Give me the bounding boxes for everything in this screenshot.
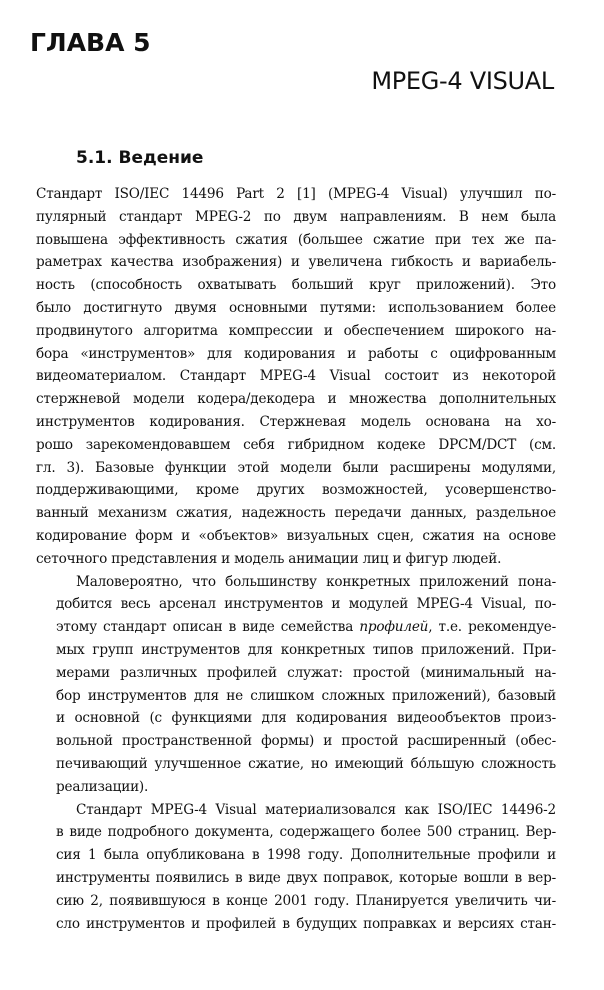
chapter-label: ГЛАВА 5 <box>30 28 151 57</box>
paragraph-2 <box>36 571 556 799</box>
text-line: сия 1 была опубликована в 1998 году. Дополнительные профили и <box>56 847 556 864</box>
text-line: и основной (с функциями для кодирования видеообъектов произ- <box>56 710 556 727</box>
text-line: сию 2, появившуюся в конце 2001 году. Планируется увеличить чи- <box>56 892 556 909</box>
text-line: инструментов кодирования. Стержневая модель основана на хо- <box>36 413 556 430</box>
text-line: бора «инструментов» для кодирования и работы с оцифрованным <box>36 345 556 362</box>
text-line: поддерживающими, кроме других возможностей, усовершенство- <box>36 482 556 499</box>
text-line: мерами различных профилей служат: простой (минимальный на- <box>56 664 556 681</box>
text-line: реализации). <box>56 778 149 795</box>
text-line: раметрах качества изображения) и увеличена гибкость и вариабель- <box>36 254 556 271</box>
text-line: добится весь арсенал инструментов и модулей MPEG-4 Visual, по- <box>56 596 556 613</box>
text-line: сло инструментов и профилей в будущих поправках и версиях стан- <box>56 915 556 932</box>
text-line: было достигнуто двумя основными путями: использованием более <box>36 299 556 316</box>
text-line: продвинутого алгоритма компрессии и обеспечением широкого на- <box>36 322 556 339</box>
body-text <box>36 183 556 935</box>
text-line: повышена эффективность сжатия (большее сжатие при тех же па- <box>36 231 556 248</box>
text-line: гл. 3). Базовые функции этой модели были расширены модулями, <box>36 459 556 476</box>
text-line: инструменты появились в виде двух поправок, которые вошли в вер- <box>56 869 556 886</box>
text-line: Маловероятно, что большинству конкретных приложений пона- <box>76 573 556 590</box>
text-line: рошо зарекомендовавшем себя гибридном кодеке DPCM/DCT (см. <box>36 436 556 453</box>
text-line: кодирование форм и «объектов» визуальных сцен, сжатия на основе <box>36 527 556 544</box>
text-line: ванный механизм сжатия, надежность передачи данных, раздельное <box>36 505 556 522</box>
text-line: Стандарт MPEG-4 Visual материализовался как ISO/IEC 14496-2 <box>76 801 556 818</box>
text-line: Стандарт ISO/IEC 14496 Part 2 [1] (MPEG-4 Visual) улучшил по- <box>36 186 556 202</box>
text-line: стержневой модели кодера/декодера и множества дополнительных <box>36 391 556 408</box>
text-line: бор инструментов для не слишком сложных приложений), базовый <box>56 687 556 704</box>
text-line: видеоматериалом. Стандарт MPEG-4 Visual состоит из некоторой <box>36 368 556 385</box>
text-line: пулярный стандарт MPEG-2 по двум направлениям. В нем была <box>36 208 556 225</box>
text-line: ность (способность охватывать больший круг приложений). Это <box>36 277 556 294</box>
text-line: в виде подробного документа, содержащего более 500 страниц. Вер- <box>56 824 556 841</box>
text-line: вольной пространственной формы) и простой расширенный (обес- <box>56 733 556 750</box>
emphasized-term: профилей <box>359 619 429 636</box>
paragraph-3 <box>36 799 556 936</box>
chapter-title: MPEG-4 VISUAL <box>371 67 554 95</box>
paragraph-1 <box>36 183 556 571</box>
text-line: этому стандарт описан в виде семейства профилей, т.е. рекомендуе- <box>56 619 556 636</box>
section-heading: 5.1. Ведение <box>76 148 204 168</box>
text-line: мых групп инструментов для конкретных типов приложений. При- <box>56 641 556 658</box>
text-line: печивающий улучшенное сжатие, но имеющий бо́льшую сложность <box>56 755 556 772</box>
text-line: сеточного представления и модель анимации лиц и фигур людей. <box>36 550 502 567</box>
